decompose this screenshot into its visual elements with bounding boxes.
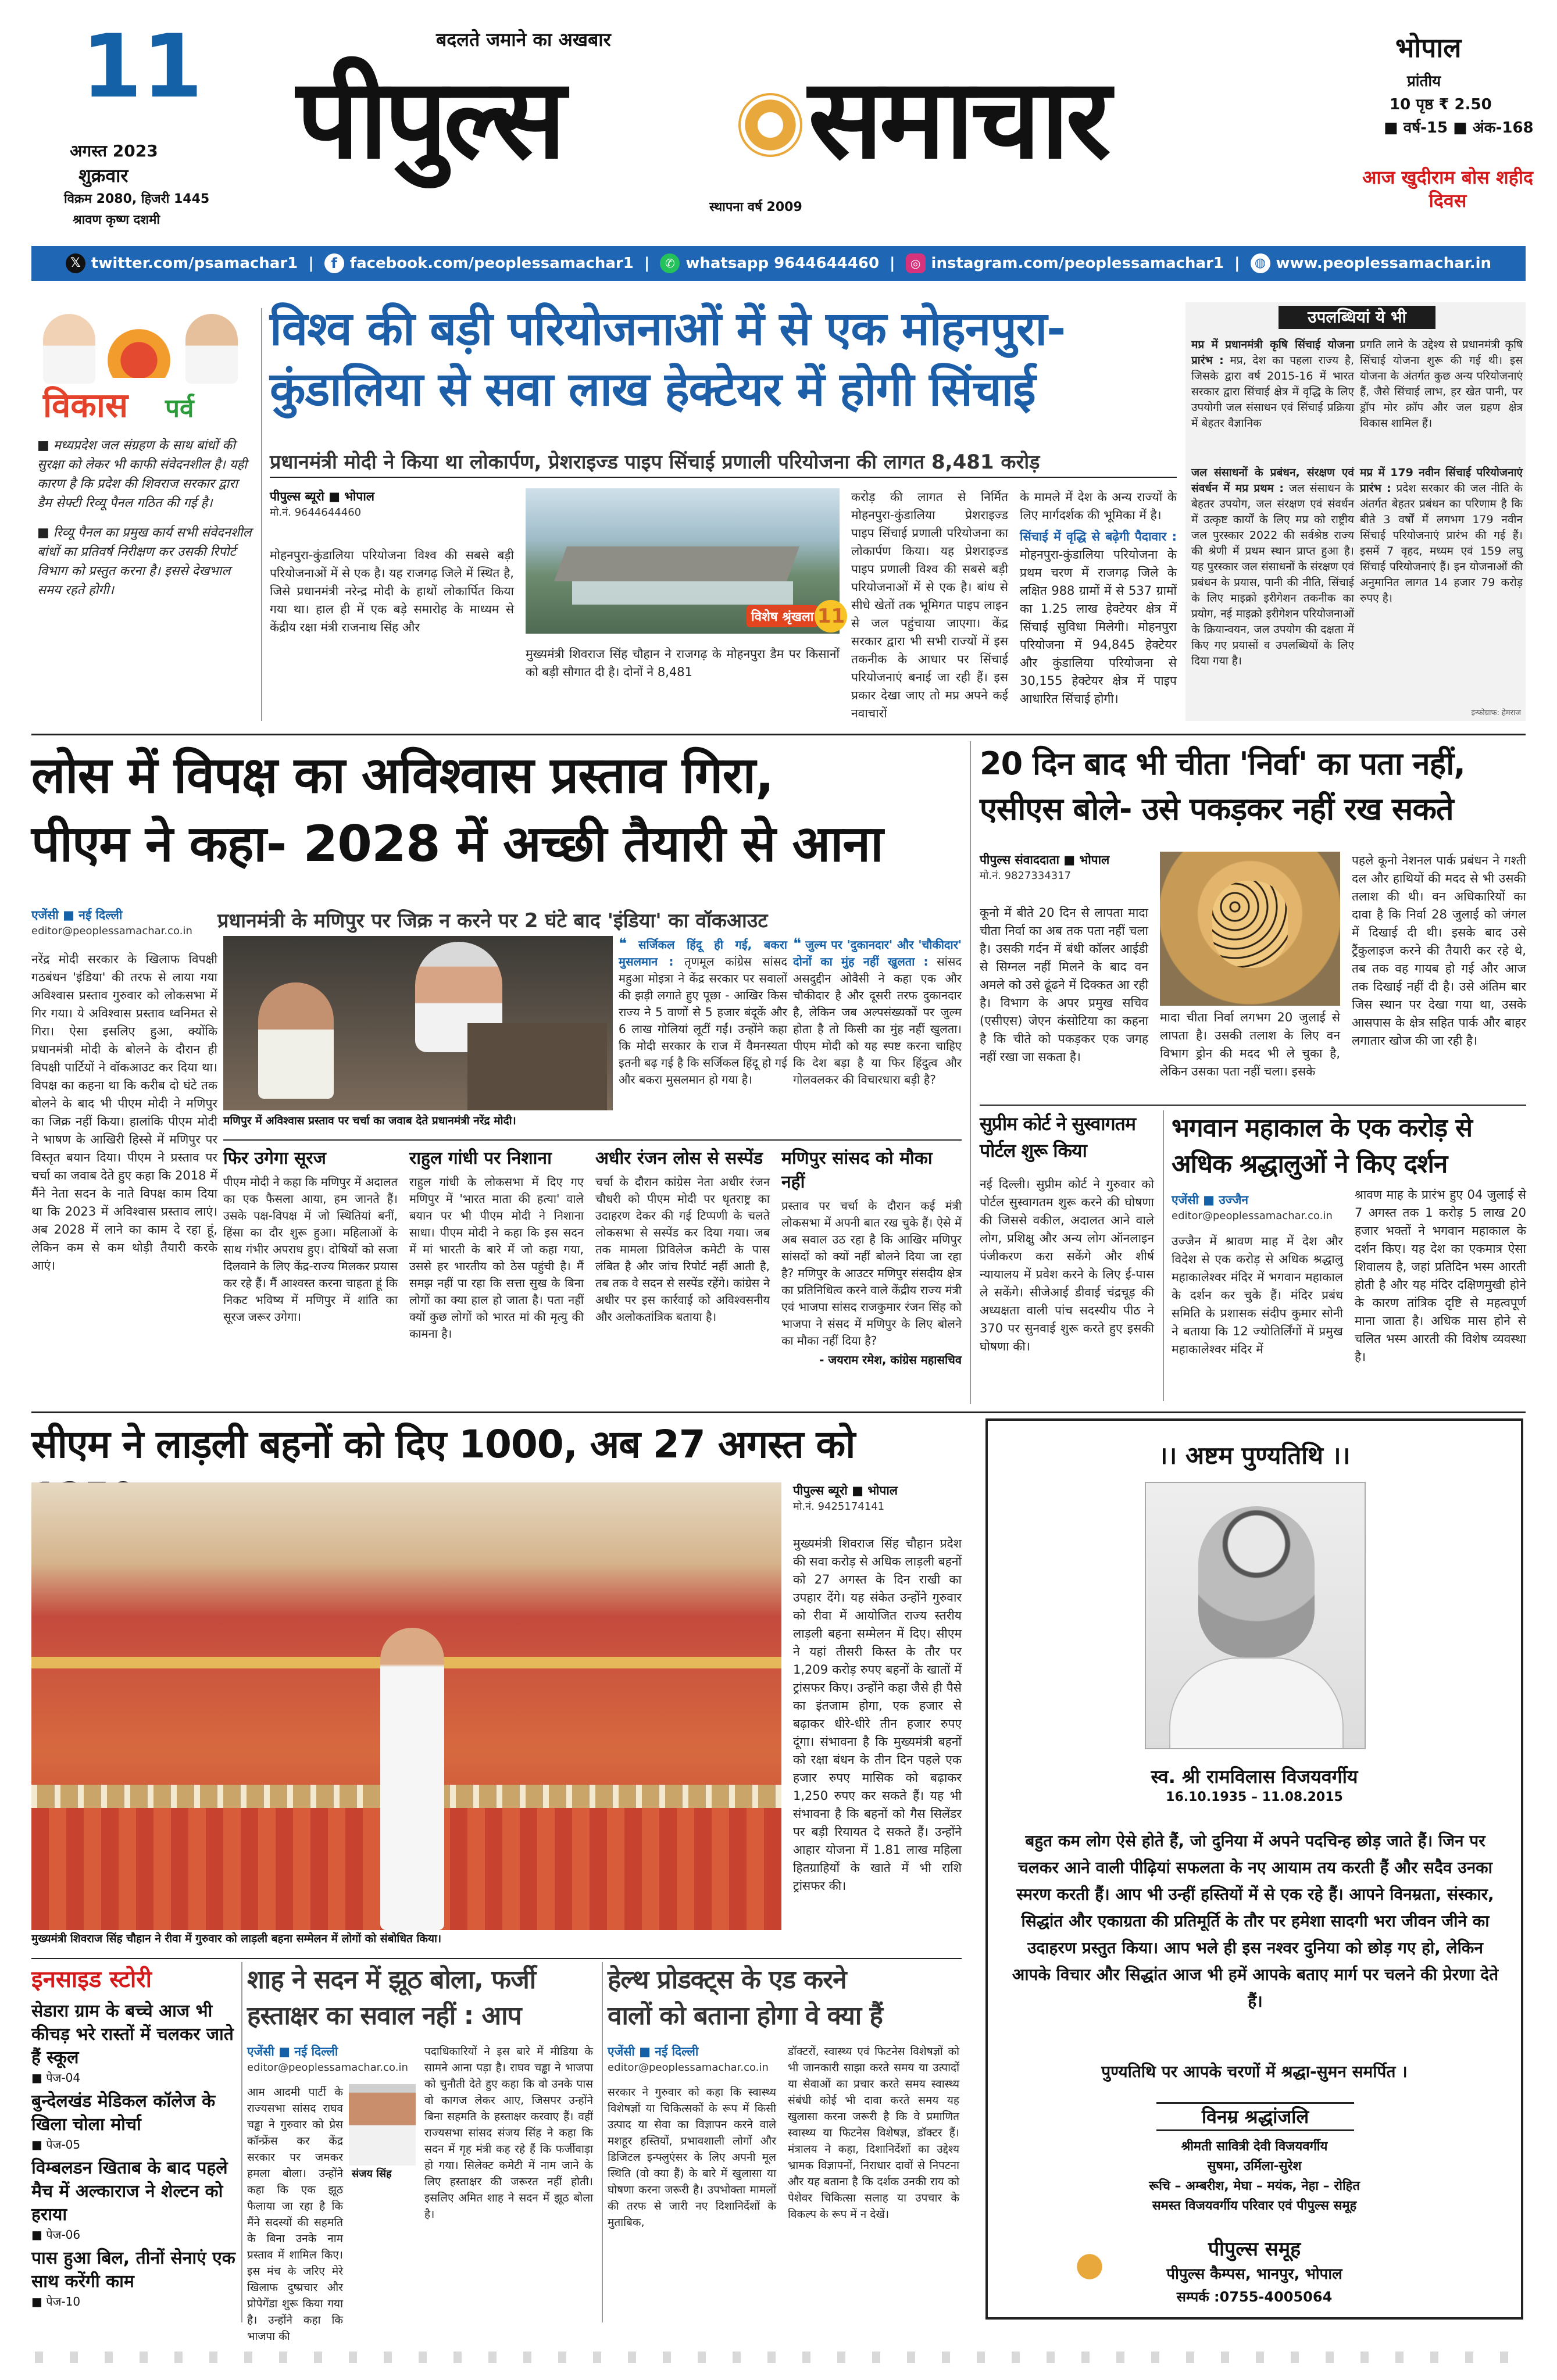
social-item-twitter[interactable] [66,253,298,273]
quote-icon: ❝ [793,935,801,953]
lotus-icon [107,320,171,378]
social-bar: 𝕏 twitter.com/psamachar1 | f facebook.com/peoplessamachar1 | ✆ whatsapp 9644644460 | ◎ instagram.com/peoplessamachar1 | ◍ www.peoplessamachar.in [31,246,1526,281]
achievement-item: मप्र में प्रधानमंत्री कृषि सिंचाई योजना प्रारंभ : मप्र, देश का पहला राज्य है, जिसके द्वारा वर्ष 2015-16 में भारत सरकार द्वारा सिंचाई क्षेत्र में वृद्धि के लिए उपयोगी जल संसाधन एवं सिंचाई प्रक्रिया में बेहतर वैज्ञानिक [1191,338,1355,430]
achievements-box [1185,302,1526,721]
inside-item[interactable]: विम्बलडन खिताब के बाद पहले मैच में अल्काराज ने शेल्टन को हराया ■ पेज-06 [31,2158,228,2242]
story2-headline: लोस में विपक्ष का अविश्वास प्रस्ताव गिरा, पीएम ने कहा- 2028 में अच्छी तैयारी से आना [31,746,883,873]
sanjay-singh-photo [349,2084,416,2165]
inside-title: इनसाइड स्टोरी [31,1966,152,1993]
tribute-message: बहुत कम लोग ऐसे होते हैं, जो दुनिया में अपने पदचिन्ह छोड़ जाते हैं। जिन पर चलकर आने वाली पीढ़ियां सफलता के नए आयाम तय करती हैं और सदैव उनका स्मरण करती हैं। आप भी उन्हीं हस्तियों में से एक रहे हैं। आपने विनम्रता, संस्कार, सिद्धांत और एकाग्रता की प्रतिमूर्ति के तौर पर हमेशा सादगी भरा जीवन जीने का उदाहरण प्रस्तुत किया। आप भले ही इस नश्वर दुनिया को छोड़ गए हो, लेकिन आपके विचार और सिद्धांत आज भी हमें आपके बताए मार्ग पर चलने की प्रेरणा देते हैं। [1012,1831,1499,2011]
globe-icon: ◍ [1251,253,1270,273]
supreme-court-story [980,1110,1154,1407]
story7-col-2: पदाधिकारियों ने इस बारे में मीडिया के सामने आना पड़ा है। राघव चड्ढा ने भाजपा को चुनौती देते हुए कहा कि वो उनके पास वो कागज लेकर आए, जिसपर उन्होंने बिना सहमति के हस्ताक्षर करवाए हैं। वहीं राज्यसभा सांसद संजय सिंह ने कहा कि सदन में गृह मंत्री कह रहे हैं कि फर्जीवाड़ा हो गया। सिलेक्ट कमेटी में नाम जाने के लिए हस्ताक्षर की जरूरत नहीं होती। इसलिए अमित शाह ने सदन में झूठ बोला है। [424,2045,593,2221]
price: 10 पृष्ठ ₹ 2.50 [1390,96,1492,113]
story7-byline: एजेंसी ■ नई दिल्ली editor@peoplessamachar.co.in [247,2045,408,2074]
story7-col-1: आम आदमी पार्टी के राज्यसभा सांसद राघव चड्ढा ने गुरुवार को प्रेस कॉन्फ्रेंस कर केंद्र सरकार पर जमकर हमला बोला। उन्होंने कहा कि एक झूठ फैलाया जा रहा है कि मैंने सदस्यों की सहमति के बिना उनके नाम प्रस्ताव में शामिल किए। इस मंच के जरिए मेरे खिलाफ दुष्प्रचार और प्रोपेगेंडा शुरू किया गया है। उन्होंने कहा कि भाजपा की [247,2086,343,2343]
quote-owaisi: ❝ जुल्म पर 'दुकानदार' और 'चौकीदार' दोनों का मुंह नहीं खुलता : सांसद असदुद्दीन ओवैसी ने कहा एक और चौकीदार है और दूसरी तरफ दुकानदार है, लेकिन जब अल्पसंख्यकों पर जुल्म होता है तो किसी का मुंह नहीं खुलता। पीएम मोदी को यह स्पष्ट करना चाहिए कि देश बड़ा है या फिर हिंदुत्व और गोलवलकर की विचारधारा बड़ी है? [793,935,962,1087]
story8-col-2: डॉक्टरों, स्वास्थ्य एवं फिटनेस विशेषज्ञों को भी जानकारी साझा करते समय या उत्पादों या सेवाओं का प्रचार करते समय स्वास्थ्य संबंधी कोई भी दावा करते समय यह खुलासा करना जरूरी है कि वे प्रमाणित स्वास्थ्य या फिटनेस विशेषज्ञ, डॉक्टर हैं। मंत्रालय ने कहा, दिशानिर्देशों का उद्देश्य भ्रामक विज्ञापनों, निराधार दावों से निपटना और यह बताना है कि दर्शक उनकी राय को पेशेवर चिकित्सा सलाह या उपचार के विकल्प के रूप में न देखें। [788,2045,959,2221]
story6-headline: सीएम ने लाड़ली बहनों को दिए 1000, अब 27 अगस्त को [31,1422,855,1467]
parliament-photo [223,936,613,1110]
ladli-behna-story [31,1418,962,1953]
edition-type: प्रांतीय [1407,73,1441,90]
logo-word-2: पर्व [165,394,194,423]
mahakal-story [1172,1110,1526,1407]
story2-subcol: राहुल गांधी पर निशाना राहुल गांधी के लोकसभा में दिए गए मणिपुर में 'भारत माता की हत्या' वाले बयान पर भी पीएम मोदी ने निशाना साधा। पीएम मोदी ने कहा कि इस सदन में मां भारती के बारे में जो कहा गया, उससे हर भारतीय को ठेस पहुंची है। मैं समझ नहीं पा रहा कि सत्ता सुख के बिना लोगों का क्या हाल हो जाता है। पता नहीं क्यों कुछ लोगों को भारत मां की मृत्यु की कामना है। [409,1148,584,1341]
bullet-item: ■ रिव्यू पैनल का प्रमुख कार्य सभी संवेदनशील बांधों का प्रतिवर्ष निरीक्षण कर उसकी रिपोर्ट विभाग को प्रस्तुत करना है। इससे देखभाल समय रहते होगी। [37,526,252,598]
health-ads-story [608,1962,962,2322]
story2-subhead: प्रधानमंत्री के मणिपुर पर जिक्र न करने पर 2 घंटे बाद 'इंडिया' का वॉकआउट [217,909,768,932]
story8-headline: हेल्थ प्रोडक्ट्स के एड करने वालों को बताना होगा वे क्या हैं [608,1965,883,2031]
whatsapp-icon: ✆ [660,253,680,273]
leader-portrait-right [185,314,238,384]
lead-photo-caption: मुख्यमंत्री शिवराज सिंह चौहान ने राजगढ़ के मोहनपुरा डैम पर किसानों को बड़ी सौगात दी है। दोनों ने 8,481 [526,647,840,679]
story5-byline: एजेंसी ■ उज्जैन editor@peoplessamachar.co.in [1172,1193,1333,1222]
newspaper-title [297,52,1285,198]
story2-subcol: मणिपुर सांसद को मौका नहीं प्रस्ताव पर चर्चा के दौरान कई मंत्री लोकसभा में अपनी बात रख चुके हैं। ऐसे में अब सवाल उठ रहा है कि आखिर मणिपुर सांसदों को क्यों नहीं बोलने दिया जा रहा है? मणिपुर के आउटर मणिपुर संसदीय क्षेत्र का प्रतिनिधित्व करने वाले केंद्रीय राज्य मंत्री एवं भाजपा सांसद राजकुमार रंजन सिंह को भाजपा ने संसद में मणिपुर के लिए बोलने का मौका नहीं दिया है? - जयराम रमेश, कांग्रेस महासचिव [781,1148,962,1367]
story5-headline: भगवान महाकाल के एक करोड़ से अधिक श्रद्धालुओं ने किए दर्शन [1172,1113,1473,1179]
sanjay-singh-caption: संजय सिंह [352,2168,392,2180]
lead-headline: विश्व की बड़ी परियोजनाओं में से एक मोहनपुरा- कुंडालिया से सवा लाख हेक्टेयर में होगी सिंचाई [270,302,1066,416]
social-text: www.peoplessamachar.in [1276,255,1492,272]
story2-col-1: नरेंद्र मोदी सरकार के खिलाफ विपक्षी गठबंधन 'इंडिया' की तरफ से लाया गया अविश्वास प्रस्ताव गुरुवार को लोकसभा में गिर गया। ये अविश्वास प्रस्ताव ध्वनिमत से गिरा। ऐसा इसलिए हुआ, क्योंकि प्रधानमंत्री मोदी के बोलने के दौरान ही विपक्षी पार्टियों ने वॉकआउट कर दिया था। विपक्ष का कहना था कि करीब दो घंटे तक बोलने के बाद भी पीएम मोदी ने मणिपुर का जिक्र नहीं किया। हालांकि पीएम मोदी ने भाषण के आखिरी हिस्से में मणिपुर पर विस्तृत बयान दिया। पीएम ने प्रस्ताव पर चर्चा का जवाब देते हुए कहा कि 2018 में मैंने नेता सदन के नाते विपक्ष काम दिया था कि 2023 में अविश्वास प्रस्ताव लाएं। अब 2028 में लाने का काम दे रहा हूं, लेकिन कम से कम थोड़ी तैयारी करके आएं। [31,952,217,1273]
story4-headline: सुप्रीम कोर्ट ने सुस्वागतम पोर्टल शुरू किया [980,1113,1135,1162]
masthead-emblem [738,93,802,157]
story2-subcol: फिर उगेगा सूरज पीएम मोदी ने कहा कि मणिपुर में अदालत का एक फैसला आया, हम जानते हैं। उसके पक्ष-विपक्ष में जो स्थितियां बनीं, हिंसा का दौर शुरू हुआ। महिलाओं के साथ गंभीर अपराध हुए। दोषियों को सजा दिलवाने के लिए केंद्र-राज्य मिलकर प्रयास कर रहे हैं। मैं आश्वस्त करना चाहता हूं कि निकट भविष्य में मणिपुर में शांति का सूरज जरूर उगेगा। [223,1148,398,1324]
story3-col-3: पहले कूनो नेशनल पार्क प्रबंधन ने गश्ती दल और हाथियों की मदद से भी उसकी तलाश की थी। वन अधिकारियों का दावा है कि निर्वा 28 जुलाई को जंगल में दिखाई दी थी। इसके बाद उसे ट्रैंकुलाइज करने की तैयारी कर रहे थे, तब तक वह गायब हो गई और आज तक दिखाई नहीं दी है। उसे अंतिम बार जिस स्थान पर देखा गया था, उसके आसपास के क्षेत्र सहित पार्क और बाहर लगातार खोज की जा रही है। [1352,853,1526,1048]
tribute-ad [985,1418,1523,2320]
story3-headline: 20 दिन बाद भी चीता 'निर्वा' का पता नहीं, एसीएस बोले- उसे पकड़कर नहीं रख सकते [980,745,1465,827]
social-item-facebook[interactable] [324,253,634,273]
lead-col-1: मोहनपुरा-कुंडालिया परियोजना विश्व की सबसे बड़ी परियोजनाओं में से एक है। यह राजगढ़ जिले में स्थित है, जिसे प्रधानमंत्री नरेन्द्र मोदी के हाथों लोकार्पित किया गया था। हाल ही में एक बड़े समारोह के माध्यम से केंद्रीय रक्षा मंत्री राजनाथ सिंह और [270,548,514,634]
facebook-icon: f [324,253,344,273]
tribute-family: श्रीमती सावित्री देवी विजयवर्गीय सुषमा, उर्मिला-सुरेश रूचि – अम्बरीश, मेघा – मयंक, नेहा – रोहित समस्त विजयवर्गीय परिवार एवं पीपुल्स समूह [1149,2139,1360,2213]
special-day: आज खुदीराम बोस शहीद दिवस [1362,166,1534,212]
vikas-parv-logo [31,308,252,430]
achievement-item: प्रगति लाने के उद्देश्य से प्रधानमंत्री कृषि सिंचाई योजना शुरू की गई थी। इस योजना के अंतर्गत कुछ अन्य परियोजनाएं हैं, जैसे सिंचाई लाभ, हर खेत पानी, पर ड्रॉप मोर क्रॉप और जल ग्रहण क्षेत्र विकास शामिल हैं। [1360,338,1523,430]
volume: ■ वर्ष-15 ■ अंक-168 [1384,119,1534,137]
x-icon: 𝕏 [66,253,85,273]
inside-story [31,1962,238,2322]
founded-year: स्थापना वर्ष 2009 [709,200,802,215]
inside-item[interactable]: बुन्देलखंड मेडिकल कॉलेज के खिला चोला मोर्चा ■ पेज-05 [31,2091,216,2152]
logo-word: विकास [43,385,128,425]
story4-text: नई दिल्ली। सुप्रीम कोर्ट ने गुरुवार को पोर्टल सुस्वागतम शुरू करने की घोषणा की जिससे वकील, अदालत आने वाले लोग, प्रशिक्षु और अन्य लोग ऑनलाइन पंजीकरण करा सकेंगे और शीर्ष न्यायालय में प्रवेश करने के लिए ई-पास ले सकेंगे। सीजेआई डीवाई चंद्रचूड़ की अध्यक्षता वाली पांच सदस्यीय पीठ ने 370 पर सुनवाई शुरू करते हुए इसकी घोषणा की। [980,1177,1154,1353]
rally-photo-caption: मुख्यमंत्री शिवराज सिंह चौहान ने रीवा में गुरुवार को लाड़ली बहना सम्मेलन में लोगों को संबोधित किया। [31,1931,781,1946]
story2-subcol: अधीर रंजन लोस से सस्पेंड चर्चा के दौरान कांग्रेस नेता अधीर रंजन चौधरी को पीएम मोदी पर धृतराष्ट्र का उदाहरण देकर की गई टिप्पणी के चलते लोकसभा से सस्पेंड कर दिया गया। जब तक मामला प्रिविलेज कमेटी के पास लंबित है और जांच रिपोर्ट नहीं आती है, तब तक वे सदन से सस्पेंड रहेंगे। कांग्रेस ने अधीर पर इस कार्रवाई को अविश्वसनीय और अलोकतांत्रिक बताया है। [595,1148,770,1324]
quote-mahua: ❝ सर्जिकल हिंदू ही गई, बकरा मुसलमान : तृणमूल कांग्रेस सांसद महुआ मोइत्रा ने केंद्र सरकार पर सवालों की झड़ी लगाते हुए पूछा - आखिर किस राज्य ने 5 वाणों से 5 हजार बंदूकें और 6 लाख गोलियां लूटीं गईं। उन्होंने कहा कि मोदी सरकार के राज में वैमनस्यता इतनी बढ़ गई है कि सर्जिकल हिंदू हो गई और बकरा मुसलमान हो गया है। [619,935,788,1087]
date-weekday: शुक्रवार [78,165,128,187]
social-text: instagram.com/peoplessamachar1 [931,255,1224,272]
inside-item[interactable]: पास हुआ बिल, तीनों सेनाएं एक साथ करेंगी काम ■ पेज-10 [31,2248,235,2308]
story7-headline: शाह ने सदन में झूठ बोला, फर्जी हस्ताक्षर का सवाल नहीं : आप [247,1965,536,2031]
tribute-name: स्व. श्री रामविलास विजयवर्गीय [1151,1766,1358,1788]
lead-byline: पीपुल्स ब्यूरो ■ भोपाल मो.नं. 9644644460 [270,489,375,519]
social-item-web[interactable] [1251,253,1492,273]
tribute-contact: सम्पर्क :0755-4005064 [1176,2289,1333,2305]
date-samvat: विक्रम 2080, हिजरी 1445 [64,192,210,206]
tribute-shraddhanjali: विनम्र श्रद्धांजलि [1156,2102,1354,2131]
achievement-item: मप्र में 179 नवीन सिंचाई परियोजनाएं प्रारंभ : प्रदेश सरकार की जल नीति के अंतर्गत बेहतर प्रबंधन का परिणाम है कि बीते 3 वर्षों में लगभग 179 नवीन सिंचाई परियोजनाएं प्रारंभ की गई हैं। इसमें 7 वृहद, मध्यम एवं 159 लघु सिंचाई परियोजनाएं हैं। इन योजनाओं की अनुमानित लागत 14 हजार 79 करोड़ रुपए है। [1360,466,1523,605]
achievement-item: जल संसाधनों के प्रबंधन, संरक्षण एवं संवर्धन में मप्र प्रथम : जल संसाधन के बेहतर उपयोग, जल संरक्षण एवं संवर्धन में उत्कृष्ट कार्यों के लिए मप्र को राष्ट्रीय जल पुरस्कार 2022 की सर्वश्रेष्ठ राज्य की श्रेणी में प्रथम स्थान प्राप्त हुआ है। यह पुरस्कार जल संसाधनों के संरक्षण एवं प्रबंधन के प्रयास, पानी की नीति, सिंचाई के लिए माइक्रो इरीगेशन तकनीक का प्रयोग, नई माइक्रो इरीगेशन परियोजनाओं के क्रियान्वयन, जल उपयोग की दक्षता में किए गए प्रयासों व उपलब्धियों के लिए दिया गया है। [1191,466,1354,667]
cheetah-story [980,741,1526,1102]
lead-col-3: करोड़ की लागत से निर्मित मोहनपुरा-कुंडालिया प्रेशराइज्ड पाइप सिंचाई प्रणाली परियोजना का लोकार्पण किया। यह प्रेशराइज्ड पाइप प्रणाली विश्व की सबसे बड़ी परियोजनाओं में से एक है। बांध से सीधे खेतों तक भूमिगत पाइप लाइन से जल पहुंचाया जाएगा। केंद्र सरकार द्वारा भी सभी राज्यों में इस तकनीक के आधार पर सिंचाई परियोजनाएं बनाई जा रही हैं। इस प्रकार देखा जाए तो मप्र अपने कई नवाचारों [851,490,1008,720]
tagline: बदलते जमाने का अखबार [436,28,611,51]
lead-story [31,302,1526,727]
lead-col-4: के मामले में देश के अन्य राज्यों के लिए मार्गदर्शक की भूमिका में है। सिंचाई में वृद्धि से बढ़ेगी पैदावार : मोहनपुरा-कुंडालिया परियोजना के प्रथम चरण में राजगढ़ जिले के लक्षित 988 ग्रामों में से 537 ग्रामों का 1.25 लाख हेक्टेयर क्षेत्र में सिंचाई सुविधा मिलेगी। मोहनपुरा परियोजना में 94,845 हेक्टेयर और कुंडालिया परियोजना से 30,155 हेक्टेयर क्षेत्र में पाइप आधारित सिंचाई होगी। [1020,490,1177,706]
tribute-dates: 16.10.1935 – 11.08.2015 [1166,1790,1343,1804]
registration-strip [35,2352,1523,2363]
no-confidence-story [31,741,962,1410]
tribute-title: ।। अष्टम पुण्यतिथि ।। [1158,1441,1351,1470]
social-text: whatsapp 9644644460 [685,255,880,272]
social-text: twitter.com/psamachar1 [91,255,298,272]
aap-story [247,1962,596,2343]
story6-text: मुख्यमंत्री शिवराज सिंह चौहान प्रदेश की सवा करोड़ से अधिक लाड़ली बहनों को 27 अगस्त के दिन राखी का उपहार देंगे। यह संकेत उन्होंने गुरुवार को रीवा में आयोजित राज्य स्तरीय लाड़ली बहना सम्मेलन में दिए। सीएम ने यहां तीसरी किस्त के तौर पर 1,209 करोड़ रुपए बहनों के खातों में ट्रांसफर किए। उन्होंने कहा जैसे ही पैसे का इंतजाम होगा, एक हजार से बढ़ाकर धीरे-धीरे तीन हजार रुपए दूंगा। संभावना है कि मुख्यमंत्री बहनों को रक्षा बंधन के तीन दिन पहले एक हजार रुपए मासिक को बढ़ाकर 1,250 रुपए कर सकते हैं। यह भी संभावना है कि बहनों को गैस सिलेंडर पर बड़ी रियायत दे सकते हैं। उन्होंने आहार योजना में 1.81 लाख महिला हितग्राहियों के खाते में भी राशि ट्रांसफर की। [793,1536,962,1893]
date-day: 11 [81,16,203,117]
story3-byline: पीपुल्स संवाददाता ■ भोपाल मो.नं. 9827334317 [980,853,1110,882]
rally-photo [31,1482,781,1930]
leader-portrait-left [43,314,95,384]
cheetah-photo [1160,852,1340,1006]
story3-col-2: मादा चीता निर्वा लगभग 20 जुलाई से लापता है। उसकी तलाश के लिए वन विभाग ड्रोन की मदद भी ले चुका है, लेकिन उसका पता नहीं चला। इसके [1160,1010,1340,1078]
infographic-credit: इन्फोग्राफ: हेमराज [1471,709,1521,717]
lead-bullets [37,436,252,600]
story3-col-1: कूनो में बीते 20 दिन से लापता मादा चीता निर्वा का अब तक पता नहीं चला है। उसकी गर्दन में बंधी कॉलर आईडी से सिग्नल नहीं मिलने के बाद वन अमले को उसे ढूंढने में दिक्कत आ रही है। विभाग के अपर प्रमुख सचिव (एसीएस) जेएन कंसोटिया का कहना है कि चीते को पकड़कर एक जगह नहीं रखा जा सकता है। [980,906,1148,1064]
social-text: facebook.com/peoplessamachar1 [349,255,634,272]
tribute-address: पीपुल्स कैम्पस, भानपुर, भोपाल [1166,2265,1342,2283]
story8-byline: एजेंसी ■ नई दिल्ली editor@peoplessamachar.co.in [608,2045,769,2074]
tribute-portrait [1145,1482,1366,1749]
story6-byline: पीपुल्स ब्यूरो ■ भोपाल मो.नं. 9425174141 [793,1484,898,1513]
series-badge: विशेष श्रृंखला 11 [747,593,851,639]
masthead [29,16,1535,244]
parliament-photo-caption: मणिपुर में अविश्वास प्रस्ताव पर चर्चा का जवाब देते प्रधानमंत्री नरेंद्र मोदी। [223,1113,613,1128]
inside-item[interactable]: सेडारा ग्राम के बच्चे आज भी कीचड़ भरे रास्तों में चलकर जाते हैं स्कूल ■ पेज-04 [31,2001,234,2085]
lead-subhead: प्रधानमंत्री मोदी ने किया था लोकार्पण, प्रेशराइज्ड पाइप सिंचाई प्रणाली परियोजना की लागत 8,481 करोड़ [270,451,1040,474]
tribute-offering: पुण्यतिथि पर आपके चरणों में श्रद्धा-सुमन समर्पित । [1101,2062,1408,2081]
achievements-title: उपलब्धियां ये भी [1279,306,1435,329]
story5-col-1: उज्जैन में श्रावण माह में देश और विदेश से एक करोड़ से अधिक श्रद्धालु महाकालेश्वर मंदिर में भगवान महाकाल के दर्शन कर चुके हैं। मंदिर प्रबंध समिति के प्रशासक संदीप कुमार सोनी ने बताया कि 12 ज्योतिर्लिंगों में प्रमुख महाकालेश्वर मंदिर में [1172,1234,1343,1356]
social-item-whatsapp[interactable] [660,253,879,273]
story2-byline: एजेंसी ■ नई दिल्ली editor@peoplessamachar.co.in [31,908,192,937]
title-left: पीपुल्स [297,55,563,183]
story5-col-2: श्रावण माह के प्रारंभ हुए 04 जुलाई से 7 अगस्त तक 1 करोड़ 5 लाख 20 हजार भक्तों ने भगवान महाकाल के दर्शन किए। यह देश का एकमात्र ऐसा शिवालय है, जहां प्रतिदिन भस्म आरती होती है और यह मंदिर दक्षिणमुखी होने के कारण तांत्रिक दृष्टि से महत्वपूर्ण माना जाता है। अधिक मास होने से चलित भस्म आरती की विशेष व्यवस्था है। [1355,1188,1526,1364]
edition-city: भोपाल [1395,32,1462,63]
date-month-year: अगस्त 2023 [70,141,158,160]
instagram-icon: ◎ [906,253,926,273]
story8-col-1: सरकार ने गुरुवार को कहा कि स्वास्थ्य विशेषज्ञों या चिकित्सकों के रूप में किसी उत्पाद या सेवा का विज्ञापन करने वाले मशहूर हस्तियों, प्रभावशाली लोगों और डिजिटल इन्फ्लुएंसर के लिए अपनी मूल स्थिति (वो क्या हैं) के बारे में खुलासा या घोषणा करना जरूरी है। उपभोक्ता मामलों की तरफ से जारी नए दिशानिर्देशों के मुताबिक, [608,2086,776,2229]
social-item-instagram[interactable] [906,253,1224,273]
tribute-group: पीपुल्स समूह [1208,2238,1301,2261]
quote-icon: ❝ [619,935,627,953]
title-right: समाचार [808,55,1108,183]
bullet-item: ■ मध्यप्रदेश जल संग्रहण के साथ बांधों की सुरक्षा को लेकर भी काफी संवेदनशील है। यही कारण है कि प्रदेश की शिवराज सरकार द्वारा डैम सेफ्टी रिव्यू पैनल गठित की गई है। [37,438,247,510]
date-tithi: श्रावण कृष्ण दशमी [73,213,160,227]
